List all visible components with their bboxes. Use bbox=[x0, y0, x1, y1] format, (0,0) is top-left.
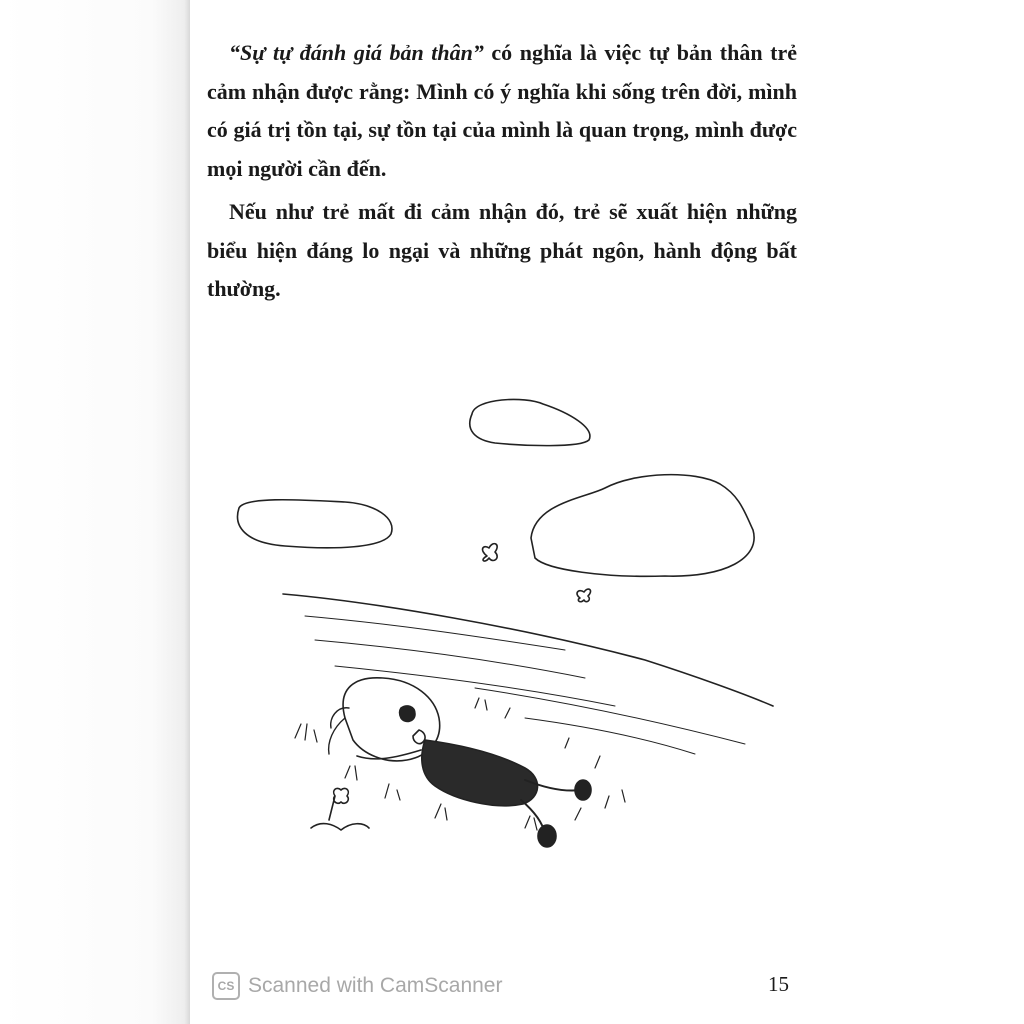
illustration-svg bbox=[225, 388, 785, 868]
camscanner-logo-icon: CS bbox=[212, 972, 240, 1000]
cloud-small-top bbox=[470, 399, 590, 445]
girl-body bbox=[422, 740, 538, 806]
cloud-right bbox=[531, 475, 754, 577]
body-text bbox=[207, 34, 797, 314]
paragraph-2 bbox=[207, 193, 797, 309]
paragraph-1-text: có nghĩa là việc tự bản thân trẻ cảm nhận được rằng: Mình có ý nghĩa khi sống trên đời, mình có giá trị tồn tại, sự tồn tại của mình là quan trọng, mình được mọi người cần đến. bbox=[207, 40, 797, 181]
paragraph-1 bbox=[207, 34, 797, 188]
flower bbox=[311, 788, 369, 830]
cloud-left bbox=[238, 500, 392, 548]
butterfly-1 bbox=[483, 544, 498, 561]
butterfly-2 bbox=[577, 589, 591, 602]
illustration-girl-lying-on-grass bbox=[225, 388, 785, 868]
paragraph-2-text: Nếu như trẻ mất đi cảm nhận đó, trẻ sẽ xuất hiện những biểu hiện đáng lo ngại và những phát ngôn, hành động bất thường. bbox=[207, 199, 797, 301]
page-gutter bbox=[0, 0, 190, 1024]
page-number: 15 bbox=[768, 972, 789, 996]
camscanner-watermark bbox=[212, 971, 502, 1001]
emphasis-term: “Sự tự đánh giá bản thân” bbox=[229, 40, 484, 65]
watermark-text: Scanned with CamScanner bbox=[248, 974, 503, 997]
